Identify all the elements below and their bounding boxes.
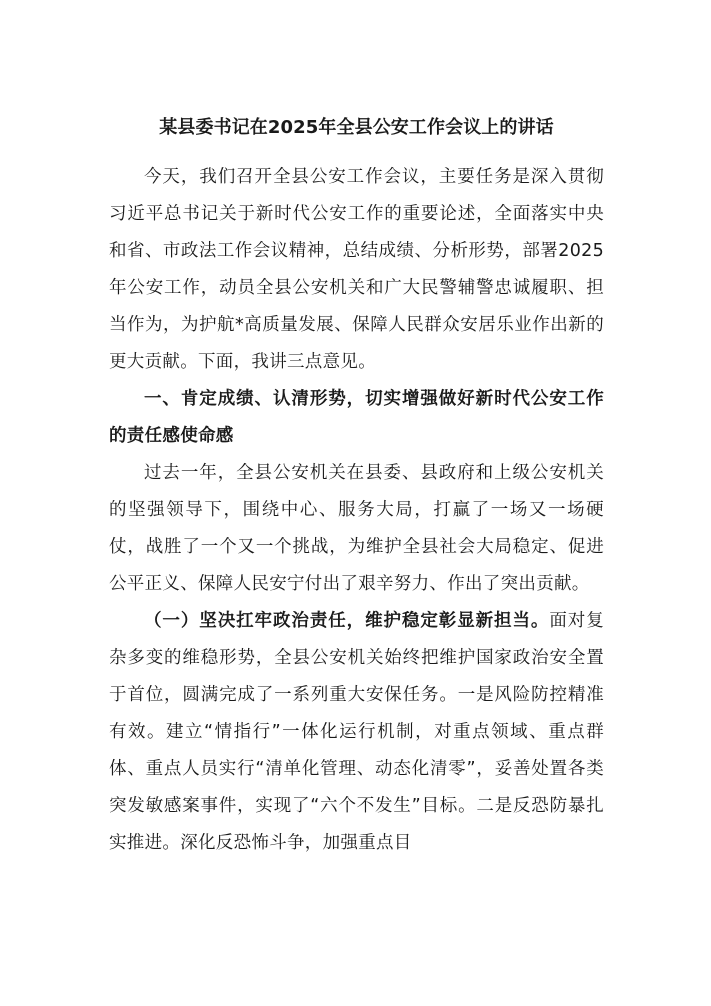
document-title: 某县委书记在2025年全县公安工作会议上的讲话 xyxy=(159,117,554,138)
subsection-1-paragraph xyxy=(109,603,604,862)
document-page xyxy=(109,116,604,862)
section-1-paragraph: 过去一年，全县公安机关在县委、县政府和上级公安机关的坚强领导下，围绕中心、服务大局，打赢了一场又一场硬仗，战胜了一个又一个挑战，为维护全县社会大局稳定、促进公平正义、保障人民安宁付出了艰辛努力、作出了突出贡献。 xyxy=(109,463,604,594)
intro-paragraph: 今天，我们召开全县公安工作会议，主要任务是深入贯彻习近平总书记关于新时代公安工作的重要论述，全面落实中央和省、市政法工作会议精神，总结成绩、分析形势，部署2025年公安工作，动员全县公安机关和广大民警辅警忠诚履职、担当作为，为护航*高质量发展、保障人民群众安居乐业作出新的更大贡献。下面，我讲三点意见。 xyxy=(109,167,604,372)
subsection-1-lead: （一）坚决扛牢政治责任，维护稳定彰显新担当。 xyxy=(144,611,550,631)
subsection-1-body: 面对复杂多变的维稳形势，全县公安机关始终把维护国家政治安全置于首位，圆满完成了一系列重大安保任务。一是风险防控精准有效。建立“情指行”一体化运行机制，对重点领域、重点群体、重点人员实行“清单化管理、动态化清零”，妥善处置各类突发敏感案事件，实现了“六个不发生”目标。二是反恐防暴扎实推进。深化反恐怖斗争，加强重点目 xyxy=(109,611,604,853)
section-heading-1: 一、肯定成绩、认清形势，切实增强做好新时代公安工作的责任感使命感 xyxy=(109,389,604,446)
